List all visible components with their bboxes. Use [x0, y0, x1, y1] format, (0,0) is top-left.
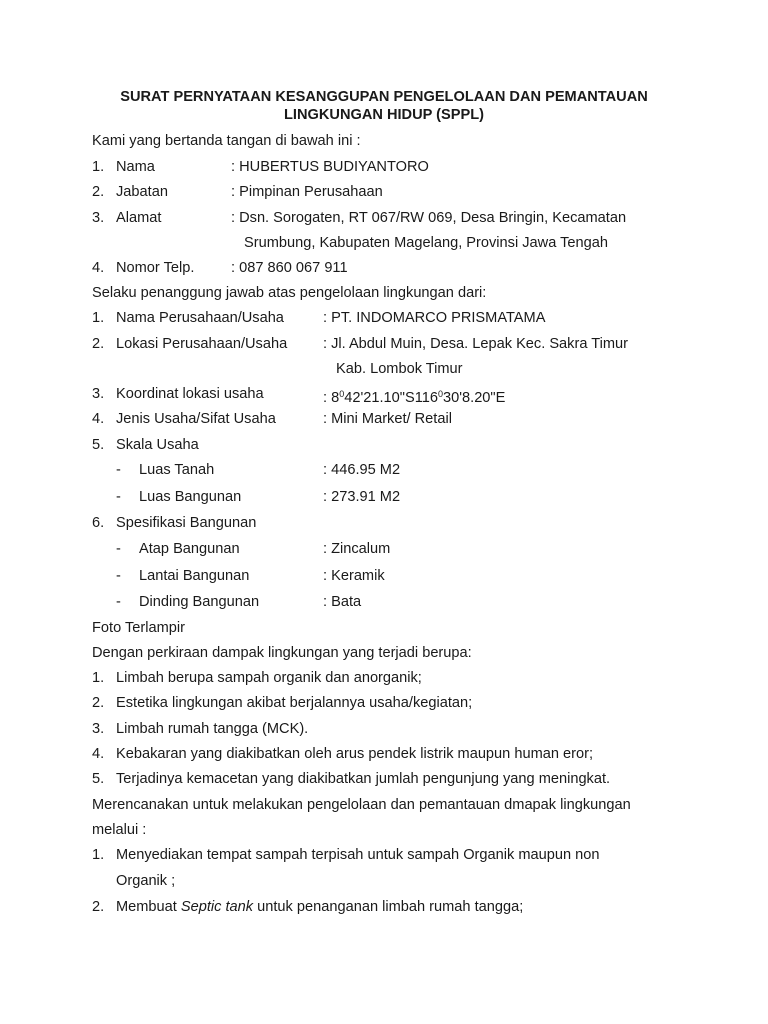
impact-intro: Dengan perkiraan dampak lingkungan yang terjadi berupa:	[92, 645, 472, 661]
list-number: 1.	[92, 310, 105, 326]
degree-mark: 0	[339, 389, 345, 399]
field-label: Jabatan	[116, 184, 168, 200]
italic-term: Septic tank	[180, 899, 254, 915]
degree-mark: 0	[437, 389, 443, 399]
field-label: Spesifikasi Bangunan	[116, 515, 257, 531]
field-label: Jenis Usaha/Sifat Usaha	[116, 411, 276, 427]
field-label: Lokasi Perusahaan/Usaha	[116, 336, 288, 352]
dash-marker: -	[116, 489, 121, 505]
list-number: 1.	[92, 670, 105, 686]
document-title-line-2: LINGKUNGAN HIDUP (SPPL)	[284, 107, 484, 123]
list-item-text-continued: Organik ;	[116, 873, 176, 889]
field-value: : Mini Market/ Retail	[323, 411, 452, 427]
list-number: 1.	[92, 847, 105, 863]
list-number: 3.	[92, 721, 105, 737]
intro-text: Kami yang bertanda tangan di bawah ini :	[92, 133, 361, 149]
document-title-line-1: SURAT PERNYATAAN KESANGGUPAN PENGELOLAAN DAN PEMANTAUAN	[120, 89, 648, 105]
list-item-text: Limbah berupa sampah organik dan anorganik;	[116, 670, 422, 686]
plan-intro-line-1: Merencanakan untuk melakukan pengelolaan dan pemantauan dmapak lingkungan	[92, 797, 631, 813]
list-item-text: Terjadinya kemacetan yang diakibatkan jumlah pengunjung yang meningkat.	[116, 771, 611, 787]
field-label: Nama	[116, 159, 155, 175]
list-item-text: Estetika lingkungan akibat berjalannya usaha/kegiatan;	[116, 695, 473, 711]
list-number: 2.	[92, 336, 105, 352]
list-item-text: Kebakaran yang diakibatkan oleh arus pendek listrik maupun human eror;	[116, 746, 594, 762]
field-value: : Dsn. Sorogaten, RT 067/RW 069, Desa Bringin, Kecamatan	[231, 210, 627, 226]
list-number: 4.	[92, 411, 105, 427]
field-label: Nama Perusahaan/Usaha	[116, 310, 284, 326]
field-value: : 273.91 M2	[323, 489, 401, 505]
coordinate-text: : 8	[323, 390, 340, 406]
list-number: 4.	[92, 260, 105, 276]
field-value: : Pimpinan Perusahaan	[231, 184, 383, 200]
field-label: Luas Bangunan	[139, 489, 242, 505]
field-label: Luas Tanah	[139, 462, 215, 478]
plan-intro-line-2: melalui :	[92, 822, 147, 838]
list-item-text: Limbah rumah tangga (MCK).	[116, 721, 309, 737]
field-value: : HUBERTUS BUDIYANTORO	[231, 159, 429, 175]
plain-text: Membuat	[116, 899, 181, 915]
field-value: : Jl. Abdul Muin, Desa. Lepak Kec. Sakra Timur	[323, 336, 628, 352]
dash-marker: -	[116, 568, 121, 584]
list-number: 3.	[92, 210, 105, 226]
field-value: : Keramik	[323, 568, 385, 584]
field-value: : PT. INDOMARCO PRISMATAMA	[323, 310, 546, 326]
field-label: Alamat	[116, 210, 162, 226]
field-label: Dinding Bangunan	[139, 594, 260, 610]
field-label: Nomor Telp.	[116, 260, 195, 276]
field-label: Koordinat lokasi usaha	[116, 386, 264, 402]
list-item-text	[116, 898, 523, 916]
field-value-continued: Kab. Lombok Timur	[336, 361, 463, 377]
field-value: : Bata	[323, 594, 362, 610]
list-item-text: Menyediakan tempat sampah terpisah untuk sampah Organik maupun non	[116, 847, 600, 863]
dash-marker: -	[116, 462, 121, 478]
field-label: Atap Bangunan	[139, 541, 240, 557]
field-value: : 446.95 M2	[323, 462, 401, 478]
list-number: 2.	[92, 184, 105, 200]
list-number: 1.	[92, 159, 105, 175]
field-label: Skala Usaha	[116, 437, 199, 453]
photo-note: Foto Terlampir	[92, 620, 185, 636]
plain-text: untuk penanganan limbah rumah tangga;	[253, 899, 524, 915]
field-value: : Zincalum	[323, 541, 391, 557]
field-value-continued: Srumbung, Kabupaten Magelang, Provinsi Jawa Tengah	[244, 235, 609, 251]
field-value: : 087 860 067 911	[231, 260, 348, 276]
coordinate-text: 30'8.20"E	[443, 390, 506, 406]
list-number: 4.	[92, 746, 105, 762]
list-number: 6.	[92, 515, 105, 531]
coordinates-value	[323, 385, 505, 407]
field-label: Lantai Bangunan	[139, 568, 250, 584]
coordinate-text: 42'21.10"S116	[344, 390, 438, 406]
list-number: 2.	[92, 899, 105, 915]
list-number: 2.	[92, 695, 105, 711]
list-number: 5.	[92, 771, 105, 787]
dash-marker: -	[116, 541, 121, 557]
responsible-intro-text: Selaku penanggung jawab atas pengelolaan lingkungan dari:	[92, 285, 487, 301]
list-number: 5.	[92, 437, 105, 453]
list-number: 3.	[92, 386, 105, 402]
dash-marker: -	[116, 594, 121, 610]
